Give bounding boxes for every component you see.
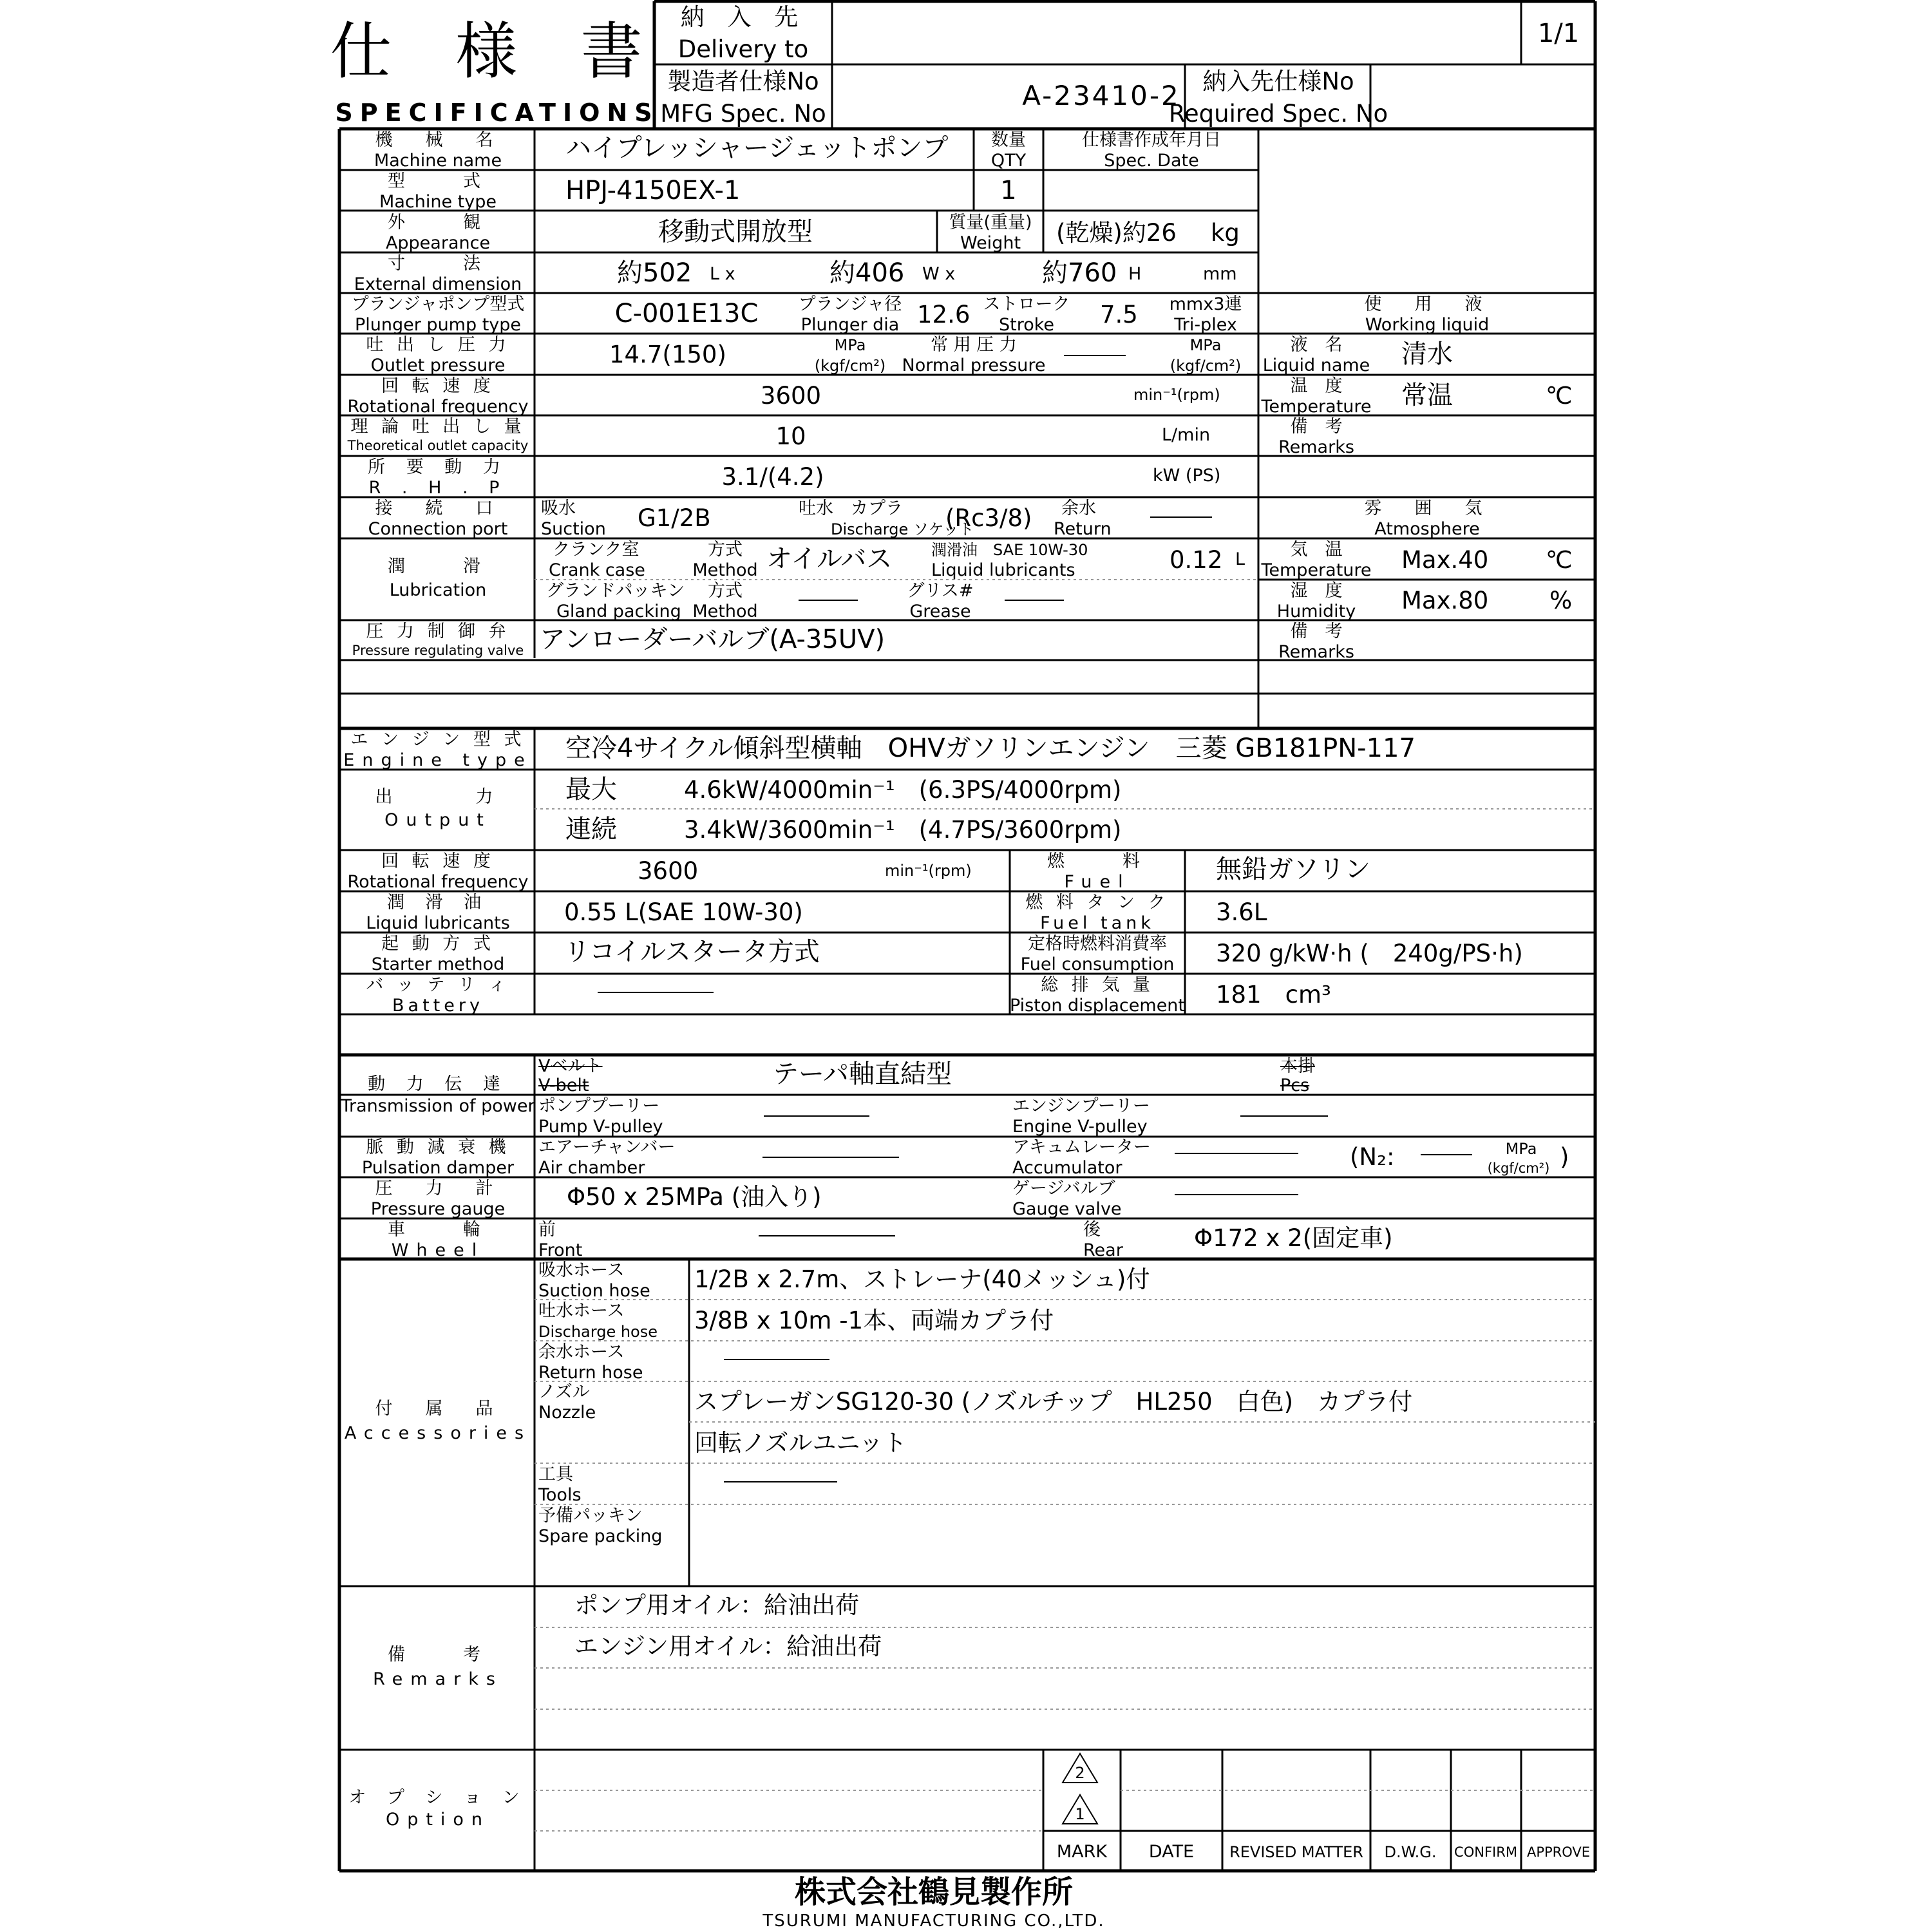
machine-type-label-en: Machine type xyxy=(379,192,497,212)
gland-method-label-en: Method xyxy=(692,601,758,621)
fuel-tank-label-jp: 燃 料 タ ン ク xyxy=(1025,893,1170,913)
triplex-label-en: Tri-plex xyxy=(1174,315,1237,335)
grease-label-jp: グリス# xyxy=(907,581,974,601)
machine-name-value: ハイプレッシャージェットポンプ xyxy=(565,133,949,163)
title-en: SPECIFICATIONS xyxy=(335,99,659,127)
battery-blank xyxy=(598,992,714,993)
transmission-label-jp: 動 力 伝 達 xyxy=(368,1074,508,1094)
humidity-unit: % xyxy=(1549,587,1573,614)
suction-hose-value: 1/2B x 2.7m、ストレーナ(40メッシュ)付 xyxy=(694,1265,1150,1293)
prv-value: アンローダーバルブ(A-35UV) xyxy=(540,625,886,654)
option-label-jp: オ プ シ ョ ン xyxy=(348,1788,527,1808)
option-label-en: Option xyxy=(385,1810,491,1830)
battery-label-jp: バ ッ テ リ ィ xyxy=(366,975,510,995)
engine-rot-freq-unit: min⁻¹(rpm) xyxy=(885,862,972,880)
liquid-remarks-label-jp: 備 考 xyxy=(1290,417,1343,437)
gauge-valve-label-jp: ゲージバルブ xyxy=(1012,1179,1115,1198)
remarks-line-2: エンジン用オイル：給油出荷 xyxy=(574,1633,882,1660)
revision-mark-2: 2 xyxy=(1075,1764,1085,1782)
weight-value: (乾燥)約26 xyxy=(1056,219,1177,247)
pcs-label-jp: 本掛 xyxy=(1280,1056,1315,1076)
crank-method-label-en: Method xyxy=(692,560,758,580)
atm-remarks-label-en: Remarks xyxy=(1278,642,1354,662)
n2-kgf: (kgf/cm²) xyxy=(1487,1160,1550,1176)
output-max-value: 4.6kW/4000min⁻¹ (6.3PS/4000rpm) xyxy=(684,776,1122,804)
suction-hose-label-en: Suction hose xyxy=(538,1281,650,1301)
pump-pulley-blank xyxy=(764,1115,869,1117)
dimension-width-unit: W x xyxy=(922,264,956,284)
engine-type-label-jp: エ ン ジ ン 型 式 xyxy=(350,730,526,750)
lub-oil-label-jp: 潤滑油 SAE 10W-30 xyxy=(931,541,1088,559)
rot-freq-label-jp: 回 転 速 度 xyxy=(381,376,495,396)
accumulator-label-jp: アキュムレーター xyxy=(1012,1137,1151,1157)
air-chamber-label-jp: エアーチャンバー xyxy=(538,1137,676,1157)
damper-label-jp: 脈 動 減 衰 機 xyxy=(366,1137,510,1157)
company-name-en: TSURUMI MANUFACTURING CO.,LTD. xyxy=(762,1911,1105,1931)
starter-value: リコイルスタータ方式 xyxy=(564,937,820,967)
gauge-valve-label-en: Gauge valve xyxy=(1012,1199,1122,1219)
crank-method-label-jp: 方式 xyxy=(708,540,743,560)
plunger-type-label-jp: プランジャポンプ型式 xyxy=(351,294,525,314)
accessories-label-en: Accessories xyxy=(344,1423,532,1443)
engine-pulley-label-jp: エンジンプーリー xyxy=(1012,1096,1150,1116)
starter-label-jp: 起 動 方 式 xyxy=(381,934,495,954)
dimension-length-unit: L x xyxy=(710,264,735,284)
outlet-pressure-kgf: (kgf/cm²) xyxy=(814,357,886,375)
appearance-label-en: Appearance xyxy=(385,233,491,253)
vbelt-label-en: V-belt xyxy=(538,1075,589,1095)
rot-freq-label-en: Rotational frequency xyxy=(347,397,529,417)
rear-label-jp: 後 xyxy=(1083,1220,1101,1240)
grease-label-en: Grease xyxy=(909,601,971,621)
liquid-name-label-jp: 液 名 xyxy=(1290,335,1343,355)
consumption-value: 320 g/kW·h ( 240g/PS·h) xyxy=(1216,940,1523,967)
prv-label-en: Pressure regulating valve xyxy=(352,643,524,658)
atm-remarks-label-jp: 備 考 xyxy=(1290,621,1343,641)
humidity-label-jp: 湿 度 xyxy=(1290,581,1343,601)
remarks-line-1: ポンプ用オイル：給油出荷 xyxy=(574,1591,860,1619)
stroke-value: 7.5 xyxy=(1100,301,1138,328)
outlet-pressure-label-jp: 吐 出 し 圧 力 xyxy=(366,335,510,355)
gland-label-jp: グランドパッキン xyxy=(546,581,685,601)
gauge-label-jp: 圧 力 計 xyxy=(375,1179,501,1198)
accessories-label-jp: 付 属 品 xyxy=(375,1399,501,1419)
gauge-valve-blank xyxy=(1175,1194,1298,1195)
plunger-dia-label-jp: プランジャ径 xyxy=(798,294,902,314)
crank-case-label-en: Crank case xyxy=(549,560,645,580)
liquid-temp-label-jp: 温 度 xyxy=(1290,376,1343,396)
nozzle-value-2: 回転ノズルユニット xyxy=(694,1429,907,1457)
liquid-temp-value: 常温 xyxy=(1401,381,1453,410)
machine-type-label-jp: 型 式 xyxy=(388,171,488,191)
displacement-label-jp: 総 排 気 量 xyxy=(1041,975,1154,995)
transmission-value: テーパ軸直結型 xyxy=(773,1059,952,1089)
engine-lub-label-en: Liquid lubricants xyxy=(366,913,510,933)
gland-method-label-jp: 方式 xyxy=(708,581,743,601)
fuel-tank-value: 3.6L xyxy=(1216,898,1267,926)
machine-name-label-en: Machine name xyxy=(374,151,502,171)
theo-capacity-label-jp: 理 論 吐 出 し 量 xyxy=(350,417,526,437)
approve-header: APPROVE xyxy=(1526,1844,1591,1860)
machine-type-value: HPJ-4150EX-1 xyxy=(565,176,741,205)
engine-rot-freq-label-jp: 回 転 速 度 xyxy=(381,851,495,871)
front-label-en: Front xyxy=(538,1240,583,1260)
normal-pressure-blank xyxy=(1064,355,1126,356)
dimension-label-jp: 寸 法 xyxy=(388,254,488,274)
weight-label-jp: 質量(重量) xyxy=(949,213,1032,232)
plunger-dia-value: 12.6 xyxy=(917,301,971,328)
spec-date-label-jp: 仕様書作成年月日 xyxy=(1082,130,1221,150)
gauge-label-en: Pressure gauge xyxy=(370,1199,506,1219)
rot-freq-unit: min⁻¹(rpm) xyxy=(1133,386,1220,404)
atm-temp-label-en: Temperature xyxy=(1261,560,1372,580)
suction-label-en: Suction xyxy=(541,519,606,539)
required-spec-label-jp: 納入先仕様No xyxy=(1202,68,1354,95)
outlet-pressure-label-en: Outlet pressure xyxy=(370,355,506,375)
mark-header: MARK xyxy=(1056,1842,1108,1862)
pcs-label-en: Pcs xyxy=(1280,1075,1310,1095)
suction-label-jp: 吸水 xyxy=(541,498,576,518)
tools-label-en: Tools xyxy=(538,1485,582,1505)
atmosphere-label-jp: 雰 囲 気 xyxy=(1364,498,1490,518)
weight-label-en: Weight xyxy=(960,233,1021,253)
wheel-label-en: Wheel xyxy=(391,1240,485,1260)
damper-label-en: Pulsation damper xyxy=(361,1158,515,1178)
rear-wheel-value: Φ172 x 2(固定車) xyxy=(1194,1224,1393,1252)
discharge-label-jp: 吐水 カプラ xyxy=(799,498,903,518)
transmission-label-en: Transmission of power xyxy=(341,1096,535,1116)
liquid-name-label-en: Liquid name xyxy=(1262,355,1370,375)
spare-packing-label-jp: 予備パッキン xyxy=(538,1506,643,1526)
displacement-label-en: Piston displacement xyxy=(1009,996,1186,1016)
atm-temp-label-jp: 気 温 xyxy=(1290,540,1343,560)
nozzle-value: スプレーガンSG120-30 (ノズルチップ HL250 白色) カプラ付 xyxy=(694,1388,1413,1416)
accumulator-blank xyxy=(1175,1153,1298,1154)
lub-oil-amount: 0.12 xyxy=(1170,546,1223,574)
machine-name-label-jp: 機 械 名 xyxy=(375,130,501,150)
plunger-dia-label-en: Plunger dia xyxy=(800,315,900,335)
return-hose-label-en: Return hose xyxy=(538,1363,643,1383)
return-hose-label-jp: 余水ホース xyxy=(538,1342,625,1362)
gland-label-en: Gland packing xyxy=(556,601,681,621)
output-max-label: 最大 xyxy=(565,775,617,804)
outlet-pressure-mpa: MPa xyxy=(834,336,866,354)
lubrication-label-en: Lubrication xyxy=(389,580,487,600)
crank-method-value: オイルバス xyxy=(766,544,893,574)
nozzle-label-en: Nozzle xyxy=(538,1403,596,1423)
pump-pulley-label-jp: ポンププーリー xyxy=(538,1096,660,1116)
suction-hose-label-jp: 吸水ホース xyxy=(538,1260,625,1280)
battery-label-en: Battery xyxy=(392,996,484,1016)
required-spec-label-en: Required Spec. No xyxy=(1168,100,1388,128)
prv-label-jp: 圧 力 制 御 弁 xyxy=(366,621,510,641)
engine-rot-freq-value: 3600 xyxy=(638,857,699,885)
return-label-en: Return xyxy=(1054,519,1112,539)
theo-capacity-unit: L/min xyxy=(1162,425,1211,445)
tools-label-jp: 工具 xyxy=(538,1464,573,1484)
accumulator-label-en: Accumulator xyxy=(1012,1158,1122,1178)
lubrication-label-jp: 潤 滑 xyxy=(388,556,488,576)
atmosphere-label-en: Atmosphere xyxy=(1374,519,1480,539)
engine-pulley-label-en: Engine V-pulley xyxy=(1012,1117,1148,1137)
n2-close: ) xyxy=(1560,1143,1569,1171)
output-label-en: Output xyxy=(384,810,491,830)
crank-case-label-jp: クランク室 xyxy=(553,540,639,560)
spec-date-label-en: Spec. Date xyxy=(1104,151,1199,171)
revision-mark-1: 1 xyxy=(1075,1805,1085,1823)
normal-pressure-kgf: (kgf/cm²) xyxy=(1170,357,1242,375)
engine-lub-label-jp: 潤 滑 油 xyxy=(386,893,489,913)
rot-freq-value: 3600 xyxy=(760,382,822,410)
connection-label-jp: 接 続 口 xyxy=(375,498,501,518)
delivery-label-en: Delivery to xyxy=(677,35,809,63)
qty-label-en: QTY xyxy=(990,151,1027,171)
tools-blank xyxy=(724,1481,837,1482)
fuel-value: 無鉛ガソリン xyxy=(1216,855,1370,884)
mfg-spec-label-en: MFG Spec. No xyxy=(660,100,826,128)
pump-pulley-label-en: Pump V-pulley xyxy=(538,1117,663,1137)
grease-blank xyxy=(1005,600,1064,601)
dimension-height-unit: H xyxy=(1128,264,1142,284)
remarks-label-en: Remarks xyxy=(373,1669,503,1689)
rhp-label-en: R . H . P xyxy=(368,478,507,498)
plunger-type-value: C-001E13C xyxy=(614,299,759,328)
fuel-label-en: Fuel xyxy=(1064,872,1131,892)
suction-value: G1/2B xyxy=(638,504,711,532)
dwg-header: D.W.G. xyxy=(1384,1843,1437,1861)
remarks-label-jp: 備 考 xyxy=(388,1645,488,1665)
output-label-jp: 出 力 xyxy=(375,787,501,807)
n2-mpa: MPa xyxy=(1505,1140,1537,1158)
connection-label-en: Connection port xyxy=(368,519,508,539)
liquid-temp-label-en: Temperature xyxy=(1261,397,1372,417)
lub-oil-unit: L xyxy=(1235,549,1245,569)
theo-capacity-value: 10 xyxy=(775,422,806,450)
front-label-jp: 前 xyxy=(538,1220,556,1240)
mfg-spec-number: A-23410-2 xyxy=(1022,80,1180,111)
liquid-temp-unit: ℃ xyxy=(1546,382,1573,410)
nozzle-label-jp: ノズル xyxy=(538,1382,590,1402)
fuel-label-jp: 燃 料 xyxy=(1047,851,1148,871)
normal-pressure-mpa: MPa xyxy=(1189,336,1222,354)
dimension-width: 約406 xyxy=(829,258,905,288)
humidity-value: Max.80 xyxy=(1401,587,1489,614)
triplex-label-jp: mmx3連 xyxy=(1169,294,1242,314)
dimension-height: 約760 xyxy=(1042,258,1117,288)
output-cont-value: 3.4kW/3600min⁻¹ (4.7PS/3600rpm) xyxy=(684,816,1122,844)
page-number: 1/1 xyxy=(1537,19,1580,48)
appearance-value: 移動式開放型 xyxy=(658,217,813,247)
normal-pressure-label-en: Normal pressure xyxy=(902,355,1046,375)
title-jp: 仕 様 書 xyxy=(330,15,665,88)
date-header: DATE xyxy=(1148,1842,1195,1862)
output-cont-label: 連続 xyxy=(565,815,617,844)
discharge-value: (Rc3/8) xyxy=(945,504,1032,532)
return-hose-blank xyxy=(724,1359,829,1360)
working-liquid-label-en: Working liquid xyxy=(1365,315,1490,335)
lub-oil-label-en: Liquid lubricants xyxy=(931,560,1075,580)
front-wheel-blank xyxy=(759,1235,895,1236)
air-chamber-blank xyxy=(762,1157,899,1158)
confirm-header: CONFIRM xyxy=(1454,1844,1517,1860)
delivery-label-jp: 納 入 先 xyxy=(680,3,806,31)
discharge-label-en: Discharge ソケット xyxy=(831,520,974,538)
dimension-label-en: External dimension xyxy=(354,274,522,294)
plunger-type-label-en: Plunger pump type xyxy=(354,315,522,335)
engine-pulley-blank xyxy=(1240,1115,1328,1117)
qty-value: 1 xyxy=(1000,176,1017,205)
consumption-label-en: Fuel consumption xyxy=(1020,954,1175,974)
discharge-hose-label-jp: 吐水ホース xyxy=(538,1301,625,1321)
appearance-label-jp: 外 観 xyxy=(388,213,488,232)
qty-label-jp: 数量 xyxy=(991,130,1026,150)
starter-label-en: Starter method xyxy=(371,954,505,974)
return-blank xyxy=(1150,516,1212,518)
n2-label: (N₂: xyxy=(1350,1143,1395,1171)
mfg-spec-label-jp: 製造者仕様No xyxy=(667,68,819,95)
rhp-unit: kW (PS) xyxy=(1153,466,1221,486)
atm-temp-unit: ℃ xyxy=(1546,546,1573,574)
wheel-label-jp: 車 輪 xyxy=(388,1220,488,1240)
n2-blank xyxy=(1421,1154,1472,1155)
discharge-hose-label-en: Discharge hose xyxy=(538,1323,658,1341)
spare-packing-label-en: Spare packing xyxy=(538,1526,663,1546)
working-liquid-label-jp: 使 用 液 xyxy=(1364,294,1490,314)
revised-matter-header: REVISED MATTER xyxy=(1229,1843,1363,1861)
engine-rot-freq-label-en: Rotational frequency xyxy=(347,872,529,892)
vbelt-label-jp: Vベルト xyxy=(538,1056,603,1076)
discharge-hose-value: 3/8B x 10m -1本、両端カプラ付 xyxy=(694,1307,1054,1334)
company-name-jp: 株式会社鶴見製作所 xyxy=(794,1874,1074,1910)
displacement-value: 181 cm³ xyxy=(1216,981,1331,1009)
gland-method-blank xyxy=(799,600,858,601)
normal-pressure-label-jp: 常 用 圧 力 xyxy=(931,335,1017,355)
dimension-length: 約502 xyxy=(617,258,692,288)
rhp-label-jp: 所 要 動 力 xyxy=(368,457,508,477)
rear-label-en: Rear xyxy=(1083,1240,1123,1260)
humidity-label-en: Humidity xyxy=(1276,601,1356,621)
air-chamber-label-en: Air chamber xyxy=(538,1158,645,1178)
engine-lub-value: 0.55 L(SAE 10W-30) xyxy=(564,898,803,926)
engine-type-label-en: Engine type xyxy=(343,750,533,770)
stroke-label-jp: ストローク xyxy=(983,294,1070,314)
engine-type-value: 空冷4サイクル傾斜型横軸 OHVガソリンエンジン 三菱 GB181PN-117 xyxy=(565,734,1416,763)
weight-unit: kg xyxy=(1211,219,1240,247)
dimension-unit: mm xyxy=(1203,264,1237,284)
fuel-tank-label-en: Fuel tank xyxy=(1040,913,1155,933)
stroke-label-en: Stroke xyxy=(998,315,1055,335)
consumption-label-jp: 定格時燃料消費率 xyxy=(1028,934,1167,954)
theo-capacity-label-en: Theoretical outlet capacity xyxy=(347,438,529,453)
rhp-value: 3.1/(4.2) xyxy=(721,463,824,491)
atm-temp-value: Max.40 xyxy=(1401,546,1489,574)
return-label-jp: 余水 xyxy=(1061,498,1096,518)
liquid-name-value: 清水 xyxy=(1401,339,1453,369)
liquid-remarks-label-en: Remarks xyxy=(1278,437,1354,457)
outlet-pressure-value: 14.7(150) xyxy=(609,341,726,368)
gauge-value: Φ50 x 25MPa (油入り) xyxy=(567,1183,822,1211)
